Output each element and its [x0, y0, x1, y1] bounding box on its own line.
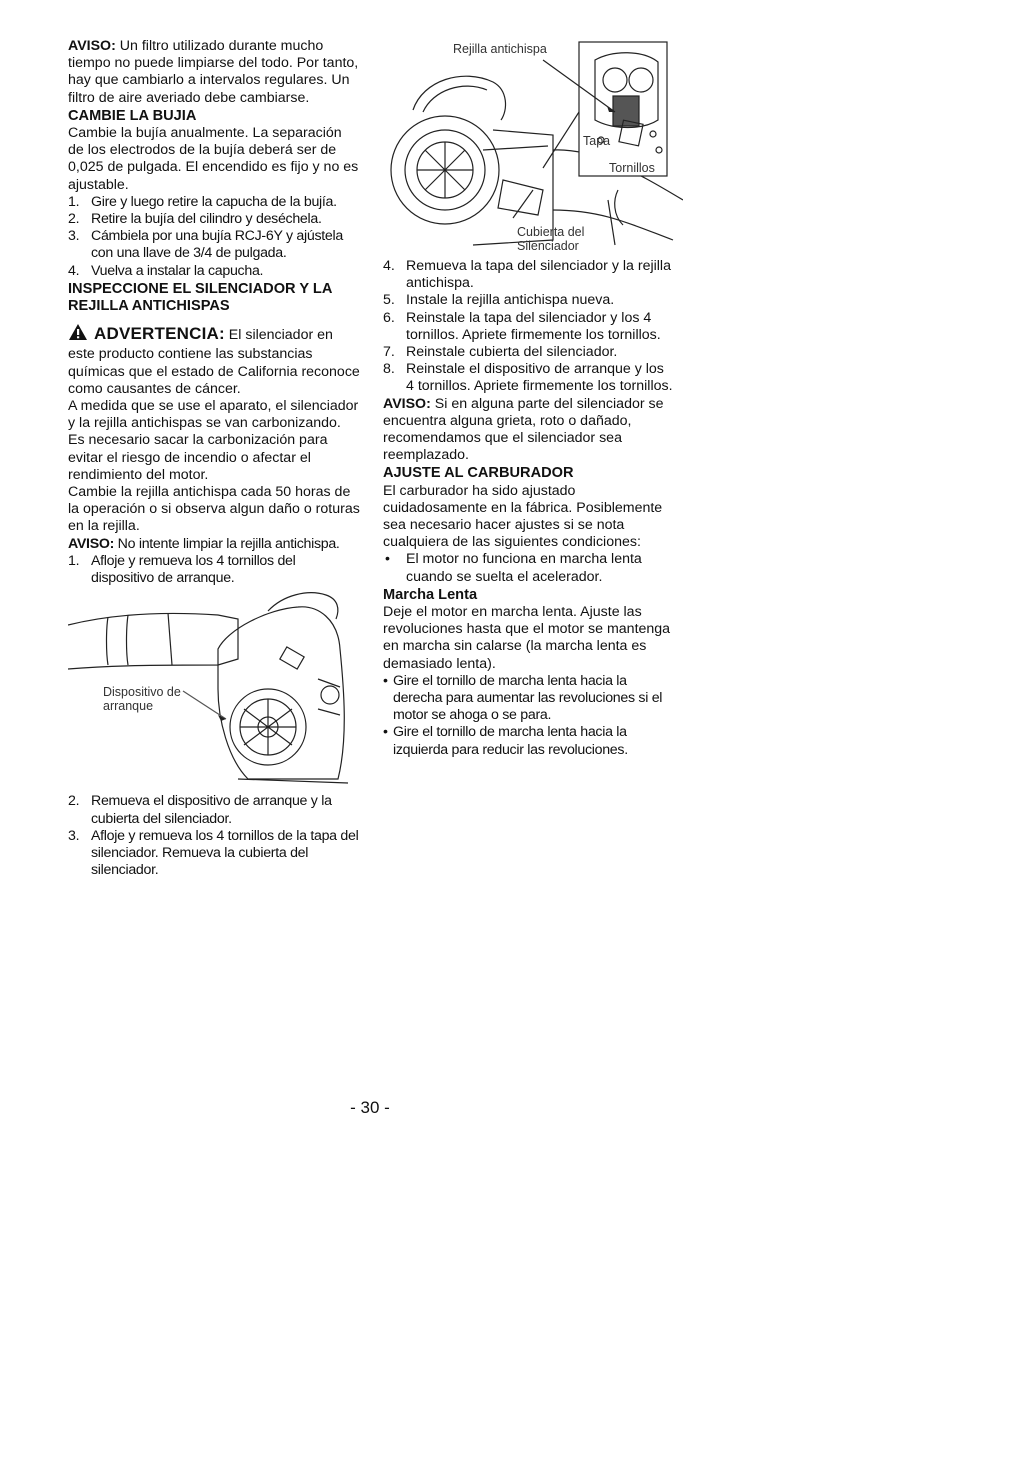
reinstall-steps-list — [383, 258, 673, 396]
carburador-bullets — [383, 551, 673, 585]
label-tornillos: Tornillos — [609, 161, 655, 175]
page-number: - 30 - — [350, 1098, 390, 1117]
list-item: 4. Remueva la tapa del silenciador y la rejilla antichispa. — [383, 258, 671, 292]
right-column — [383, 258, 673, 759]
carbonization-paragraph: A medida que se use el aparato, el silenciador y la rejilla antichispas se van carbonizando. Es necesario sacar la carbonización para evitar el riesgo de incendio o afectar el rendimiento del motor. — [68, 398, 359, 483]
aviso-muffler-paragraph: AVISO: Si en alguna parte del silenciador se encuentra alguna grieta, roto o dañado, recomendamos que el silenciador sea reemplazado. — [383, 395, 664, 464]
warning-paragraph: ADVERTENCIA: El silenciador en este producto contiene las substancias químicas que el estado de California reconoce como causantes de cáncer. — [68, 324, 360, 397]
left-column — [68, 38, 360, 879]
list-item: 2. Retire la bujía del cilindro y deséchela. — [68, 211, 322, 228]
muffler-steps-list — [68, 793, 360, 879]
list-item: 8. Reinstale el dispositivo de arranque y los 4 tornillos. Apriete firmemente los tornillos. — [383, 361, 673, 395]
label-rejilla: Rejilla antichispa — [453, 42, 547, 56]
list-item: • Gire el tornillo de marcha lenta hacia la izquierda para reducir las revoluciones. — [383, 724, 628, 758]
marcha-bullets — [383, 673, 673, 759]
heading-inspeccione-silenciador: INSPECCIONE EL SILENCIADOR Y LA REJILLA ANTICHISPAS — [68, 280, 332, 315]
list-item: 5. Instale la rejilla antichispa nueva. — [383, 292, 615, 309]
muffler-figure — [383, 40, 683, 256]
blower-muffler-illustration — [383, 40, 683, 256]
warning-triangle-icon — [68, 323, 88, 346]
bujia-steps-list — [68, 194, 360, 280]
list-item: 1. Afloje y remueva los 4 tornillos del dispositivo de arranque. — [68, 552, 296, 587]
heading-marcha-lenta: Marcha Lenta — [383, 586, 478, 603]
list-item: 1. Gire y luego retire la capucha de la bujía. — [68, 193, 337, 210]
list-item: 3. Cámbiela por una bujía RCJ-6Y y ajústela con una llave de 3/4 de pulgada. — [68, 228, 343, 262]
list-item: 6. Reinstale la tapa del silenciador y los 4 tornillos. Apriete firmemente los tornillos. — [383, 309, 661, 343]
label-cubierta: Cubierta del Silenciador — [517, 225, 585, 253]
carburador-paragraph: El carburador ha sido ajustado cuidadosamente en la fábrica. Posiblemente sea necesario hacer ajustes si se nota cualquiera de las siguientes condiciones: — [383, 482, 663, 551]
starter-figure — [68, 589, 360, 789]
aviso-no-clean-paragraph: AVISO: No intente limpiar la rejilla antichispa. — [68, 535, 340, 552]
list-item: • Gire el tornillo de marcha lenta hacia la derecha para aumentar las revoluciones si el motor se ahoga o se para. — [383, 672, 663, 724]
replace-screen-paragraph: Cambie la rejilla antichispa cada 50 horas de la operación o si observa algun daño o roturas en la rejilla. — [68, 484, 360, 535]
aviso-filter-paragraph: AVISO: Un filtro utilizado durante mucho tiempo no puede limpiarse del todo. Por tanto, hay que cambiarlo a intervalos regulares. Un filtro de aire averiado debe cambiarse. — [68, 38, 359, 106]
marcha-paragraph: Deje el motor en marcha lenta. Ajuste las revoluciones hasta que el motor se mantenga en marcha sin calarse (la marcha lenta es demasiado lenta). — [383, 604, 671, 672]
list-item: 2. Remueva el dispositivo de arranque y la cubierta del silenciador. — [68, 793, 332, 827]
list-item: 3. Afloje y remueva los 4 tornillos de la tapa del silenciador. Remueva la cubierta del silenciador. — [68, 827, 359, 879]
heading-cambie-bujia: CAMBIE LA BUJIA — [68, 107, 197, 124]
label-tapa: Tapa — [583, 134, 611, 148]
bujia-paragraph: Cambie la bujía anualmente. La separación de los electrodos de la bujía deberá ser de 0,025 de pulgada. El encendido es fijo y no es ajustable. — [68, 125, 359, 193]
list-item: 7. Reinstale cubierta del silenciador. — [383, 344, 618, 361]
list-item: 4. Vuelva a instalar la capucha. — [68, 262, 264, 279]
starter-steps-list — [68, 553, 360, 587]
starter-caption: Dispositivo de arranque — [103, 685, 181, 714]
list-item: • El motor no funciona en marcha lenta cuando se suelta el acelerador. — [385, 551, 642, 585]
heading-ajuste-carburador: AJUSTE AL CARBURADOR — [383, 465, 574, 482]
